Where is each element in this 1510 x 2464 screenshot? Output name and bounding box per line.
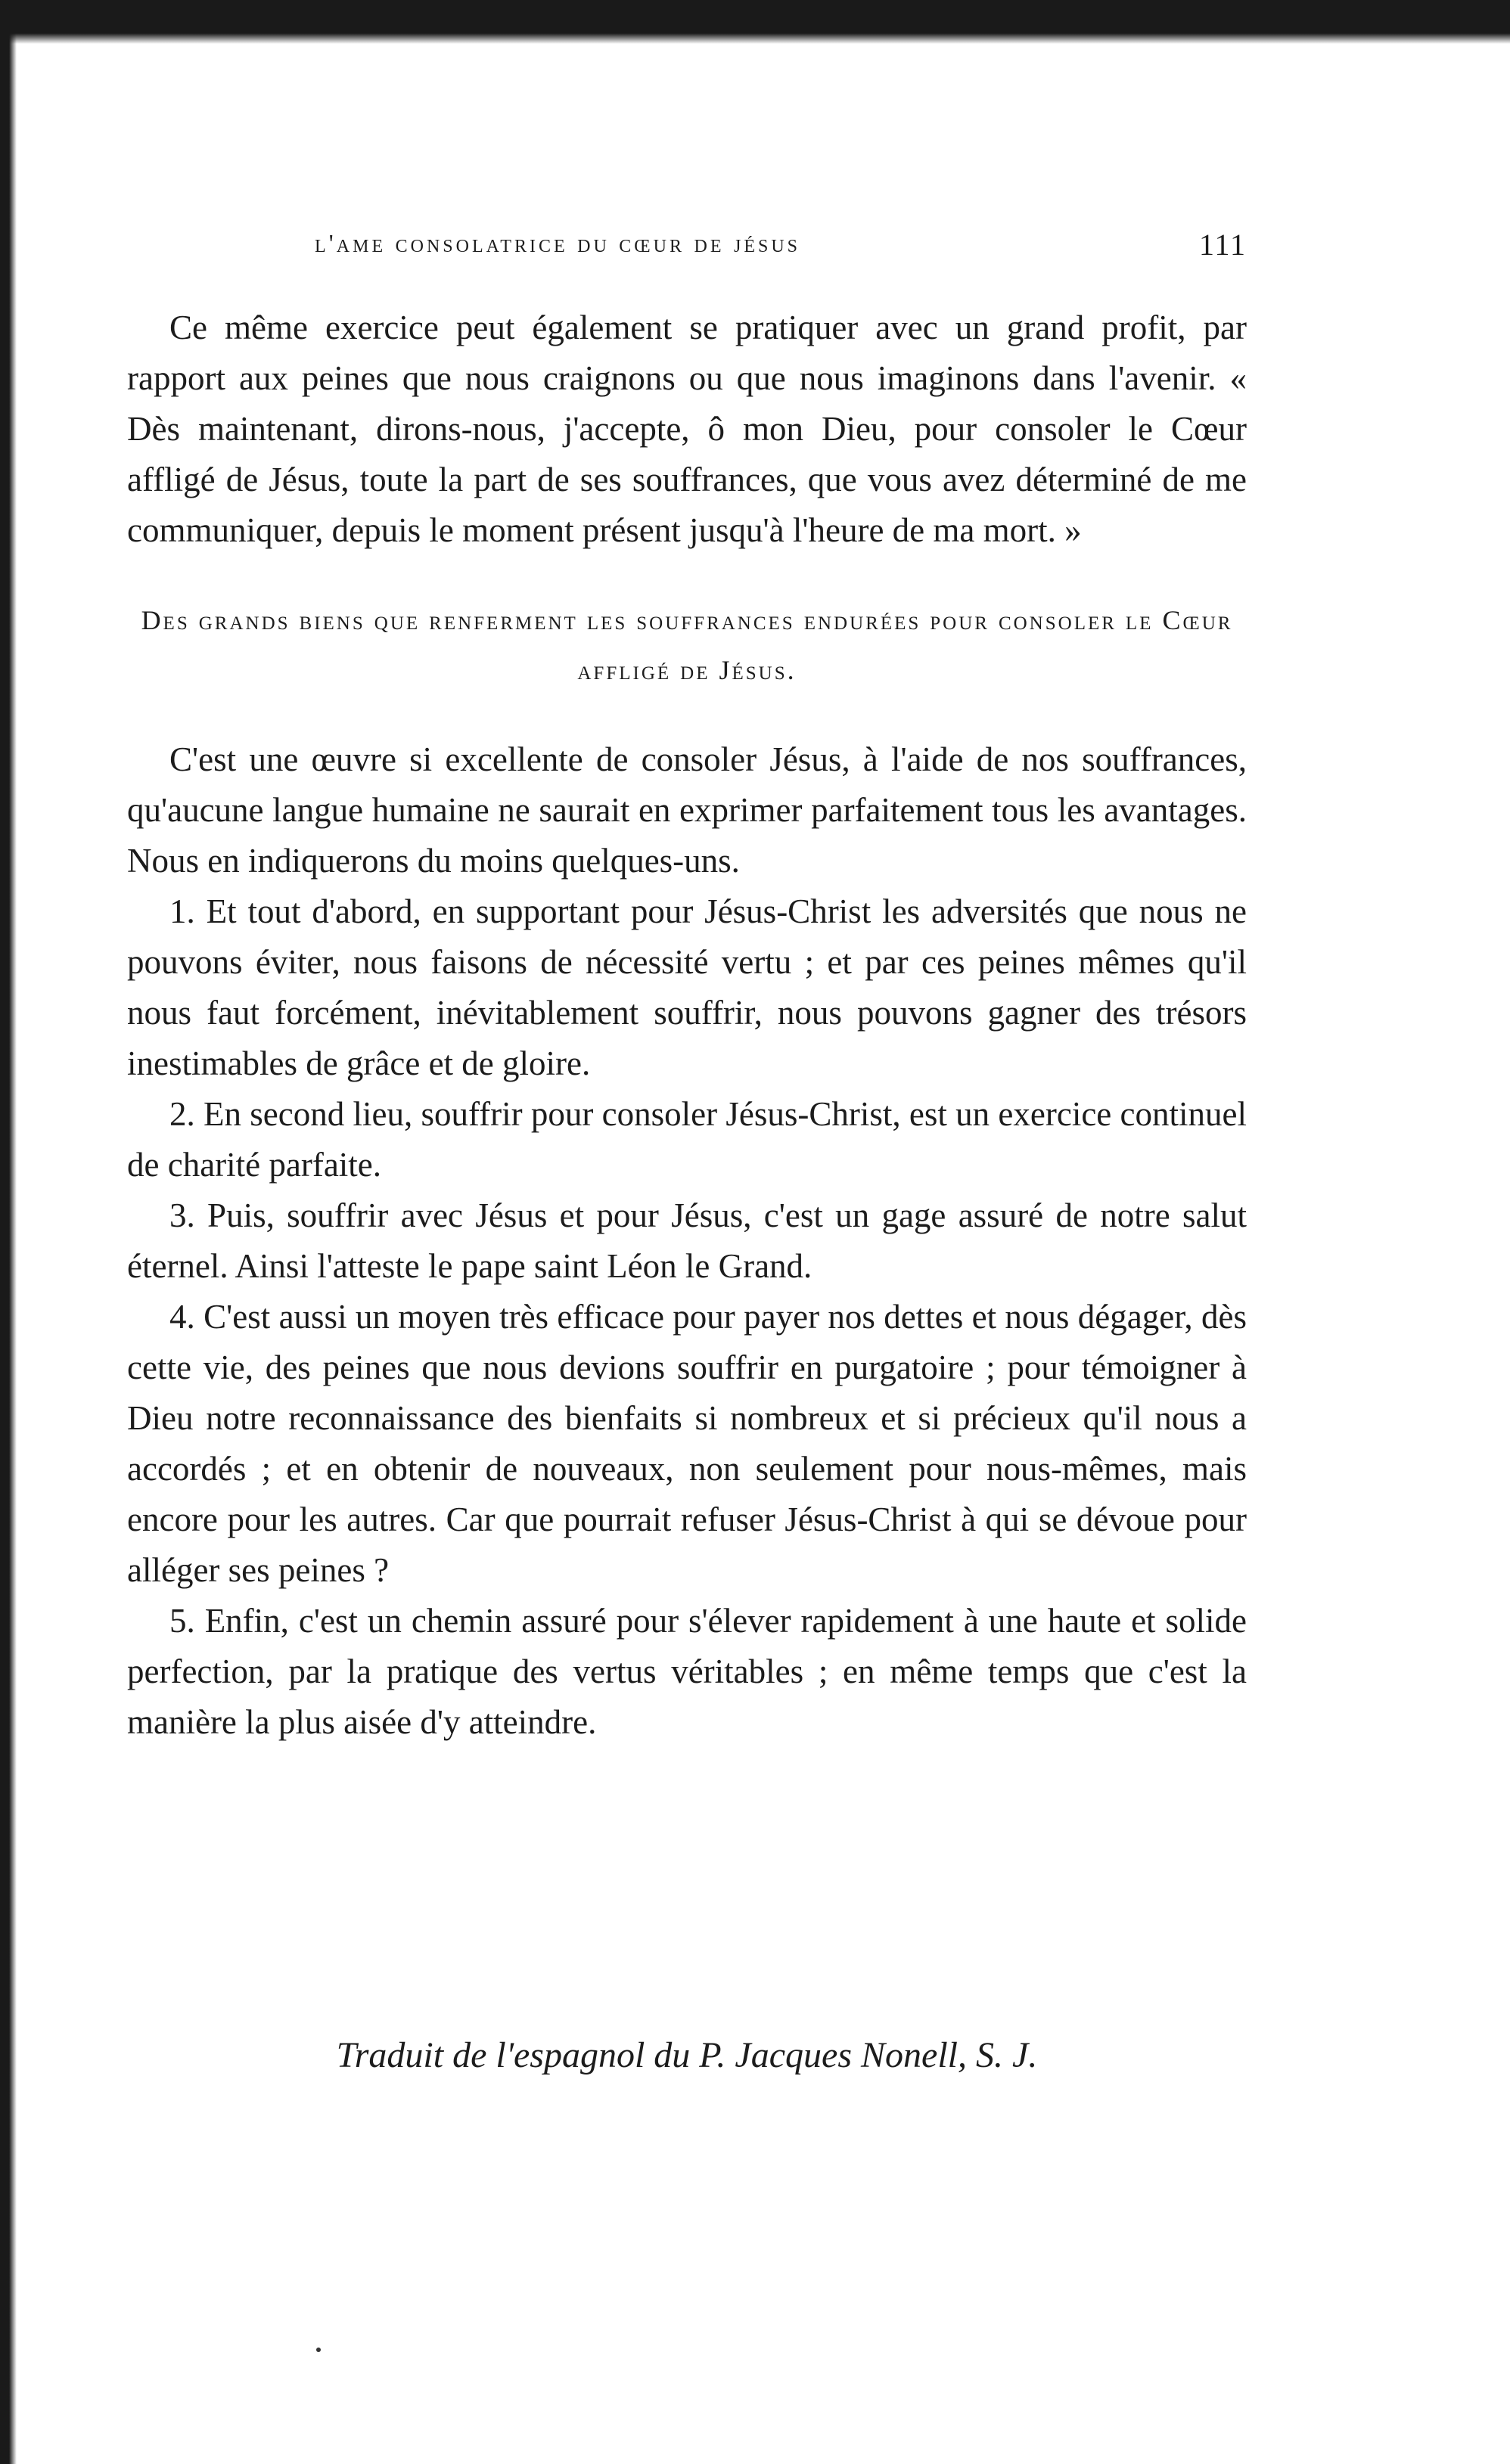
paragraph-body: C'est une œuvre si excellente de consoler Jésus, à l'aide de nos souffrances, qu'aucune langue humaine ne saurait en exprimer parfaitement tous les avantages. Nous en indiquerons du moins quelques-uns. (127, 740, 1247, 880)
scan-border-top-shadow (0, 33, 1510, 44)
scan-border-left-shadow (9, 30, 17, 2464)
scan-border-left (0, 30, 9, 2464)
scan-border-top (0, 0, 1510, 33)
paragraph-intro: Ce même exercice peut également se pratiquer avec un grand profit, par rapport aux peines que nous craignons ou que nous imaginons dans l'avenir. « Dès maintenant, dirons-nous, j'accepte, ô mon Dieu, pour consoler le Cœur affligé de Jésus, toute la part de ses souffrances, que vous avez déterminé de me communiquer, depuis le moment présent jusqu'à l'heure de ma mort. » (127, 309, 1247, 549)
scan-speck (316, 2348, 321, 2352)
running-head (127, 227, 1247, 272)
page-number: 111 (1198, 228, 1247, 262)
translator-signature: Traduit de l'espagnol du P. Jacques Nonell, S. J. (336, 2035, 1038, 2075)
paragraph-point-1: 1. Et tout d'abord, en supportant pour Jésus-Christ les adversités que nous ne pouvons éviter, nous faisons de nécessité vertu ; et par ces peines mêmes qu'il nous faut forcément, inévitablement souffrir, nous pouvons gagner des trésors inestimables de grâce et de gloire. (127, 892, 1247, 1082)
paragraph-point-4: 4. C'est aussi un moyen très efficace pour payer nos dettes et nous dégager, dès cette vie, des peines que nous devions souffrir en purgatoire ; pour témoigner à Dieu notre reconnaissance des bienfaits si nombreux et si précieux qu'il nous a accordés ; et en obtenir de nouveaux, non seulement pour nous-mêmes, mais encore pour les autres. Car que pourrait refuser Jésus-Christ à qui se dévoue pour alléger ses peines ? (127, 1298, 1247, 1589)
paragraph-point-5: 5. Enfin, c'est un chemin assuré pour s'élever rapidement à une haute et solide perfection, par la pratique des vertus véritables ; en même temps que c'est la manière la plus aisée d'y atteindre. (127, 1602, 1247, 1741)
main-text (127, 303, 1247, 1748)
section-heading: Des grands biens que renferment les souffrances endurées pour consoler le Cœur affligé de Jésus. (141, 605, 1233, 685)
paragraph-point-2: 2. En second lieu, souffrir pour consoler Jésus-Christ, est un exercice continuel de charité parfaite. (127, 1095, 1247, 1184)
paragraph-point-3: 3. Puis, souffrir avec Jésus et pour Jésus, c'est un gage assuré de notre salut éternel. Ainsi l'atteste le pape saint Léon le Grand. (127, 1196, 1247, 1285)
running-head-title: l'ame consolatrice du cœur de jésus (315, 230, 801, 258)
